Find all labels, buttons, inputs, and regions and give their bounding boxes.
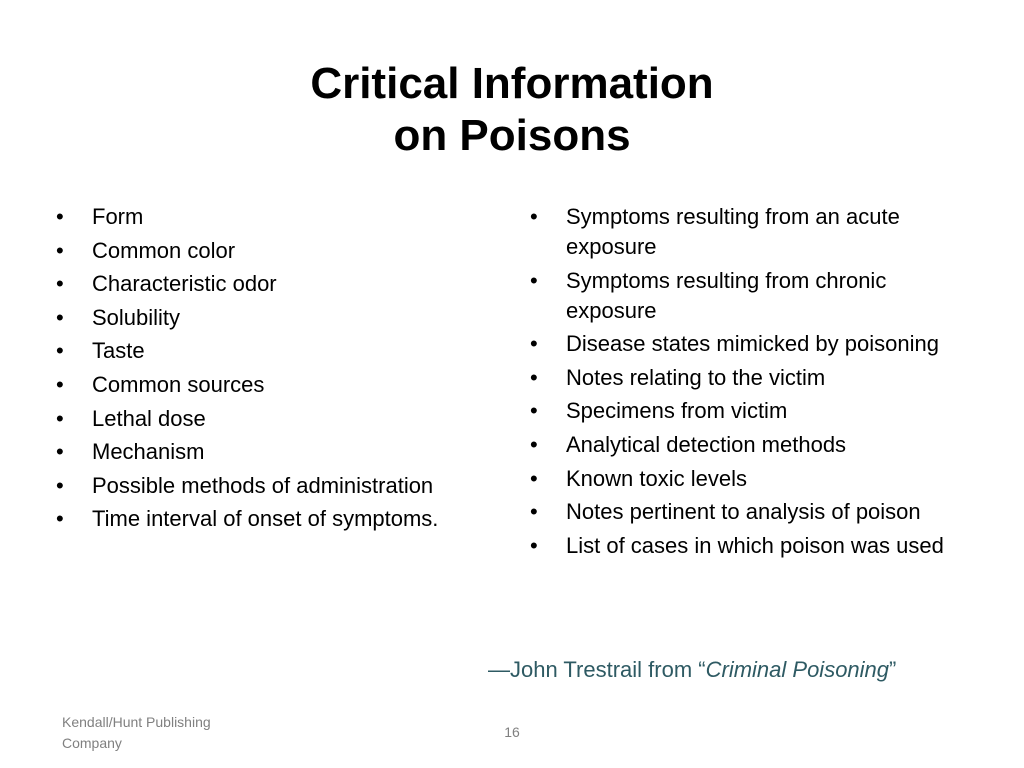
list-item [528, 531, 968, 561]
list-item [54, 303, 494, 333]
bullet-dot-icon: • [56, 371, 64, 397]
list-item-text: Disease states mimicked by poisoning [566, 331, 939, 357]
attribution-book-title: Criminal Poisoning [705, 657, 890, 682]
right-bullet-list [528, 202, 968, 564]
list-item-text: Symptoms resulting from chronic exposure [566, 267, 887, 323]
list-item-text: Time interval of onset of symptoms. [92, 506, 439, 532]
attribution-close-quote: ” [889, 657, 897, 682]
slide-title [0, 58, 1024, 162]
list-item [54, 370, 494, 400]
list-item-text: Known toxic levels [566, 465, 747, 491]
bullet-dot-icon: • [530, 364, 538, 390]
slide-title-line-2: on Poisons [393, 111, 631, 160]
list-item-text: Notes pertinent to analysis of poison [566, 499, 921, 525]
bullet-dot-icon: • [56, 405, 64, 431]
list-item-text: Analytical detection methods [566, 431, 847, 457]
footer-company: Kendall/Hunt Publishing Company [62, 714, 211, 751]
left-bullet-list [54, 202, 494, 538]
list-item [528, 430, 968, 460]
list-item-text: List of cases in which poison was used [566, 532, 944, 558]
list-item [54, 202, 494, 232]
slide-title-line-1: Critical Information [310, 59, 714, 108]
bullet-dot-icon: • [56, 506, 64, 532]
list-item [54, 269, 494, 299]
list-item [528, 202, 968, 262]
list-item [54, 471, 494, 501]
list-item-text: Common color [92, 237, 236, 263]
list-item [54, 504, 494, 534]
list-item [528, 497, 968, 527]
footer-page-number: 16 [504, 724, 520, 740]
list-item [528, 363, 968, 393]
list-item-text: Specimens from victim [566, 398, 788, 424]
bullet-dot-icon: • [56, 439, 64, 465]
bullet-dot-icon: • [530, 532, 538, 558]
list-item-text: Lethal dose [92, 405, 206, 431]
list-item [54, 336, 494, 366]
bullet-dot-icon: • [56, 237, 64, 263]
bullet-dot-icon: • [56, 304, 64, 330]
bullet-dot-icon: • [530, 331, 538, 357]
bullet-dot-icon: • [530, 465, 538, 491]
list-item [54, 236, 494, 266]
attribution-author: —John Trestrail from “ [488, 657, 706, 682]
list-item [54, 404, 494, 434]
quote-attribution [488, 655, 896, 685]
bullet-dot-icon: • [530, 398, 538, 424]
list-item-text: Form [92, 204, 144, 229]
list-item-text: Common sources [92, 371, 265, 397]
bullet-dot-icon: • [56, 271, 64, 297]
bullet-dot-icon: • [530, 431, 538, 457]
list-item-text: Taste [92, 338, 145, 364]
list-item-text: Notes relating to the victim [566, 364, 826, 390]
list-item-text: Possible methods of administration [92, 472, 434, 498]
list-item-text: Mechanism [92, 439, 205, 465]
bullet-dot-icon: • [530, 204, 538, 229]
list-item [528, 266, 968, 326]
bullet-dot-icon: • [530, 499, 538, 525]
bullet-dot-icon: • [56, 204, 64, 229]
list-item [528, 396, 968, 426]
list-item [54, 437, 494, 467]
list-item-text: Solubility [92, 304, 181, 330]
list-item-text: Characteristic odor [92, 271, 277, 297]
list-item-text: Symptoms resulting from an acute exposure [566, 204, 900, 259]
bullet-dot-icon: • [56, 472, 64, 498]
list-item [528, 464, 968, 494]
list-item [528, 329, 968, 359]
bullet-dot-icon: • [56, 338, 64, 364]
bullet-dot-icon: • [530, 267, 538, 293]
